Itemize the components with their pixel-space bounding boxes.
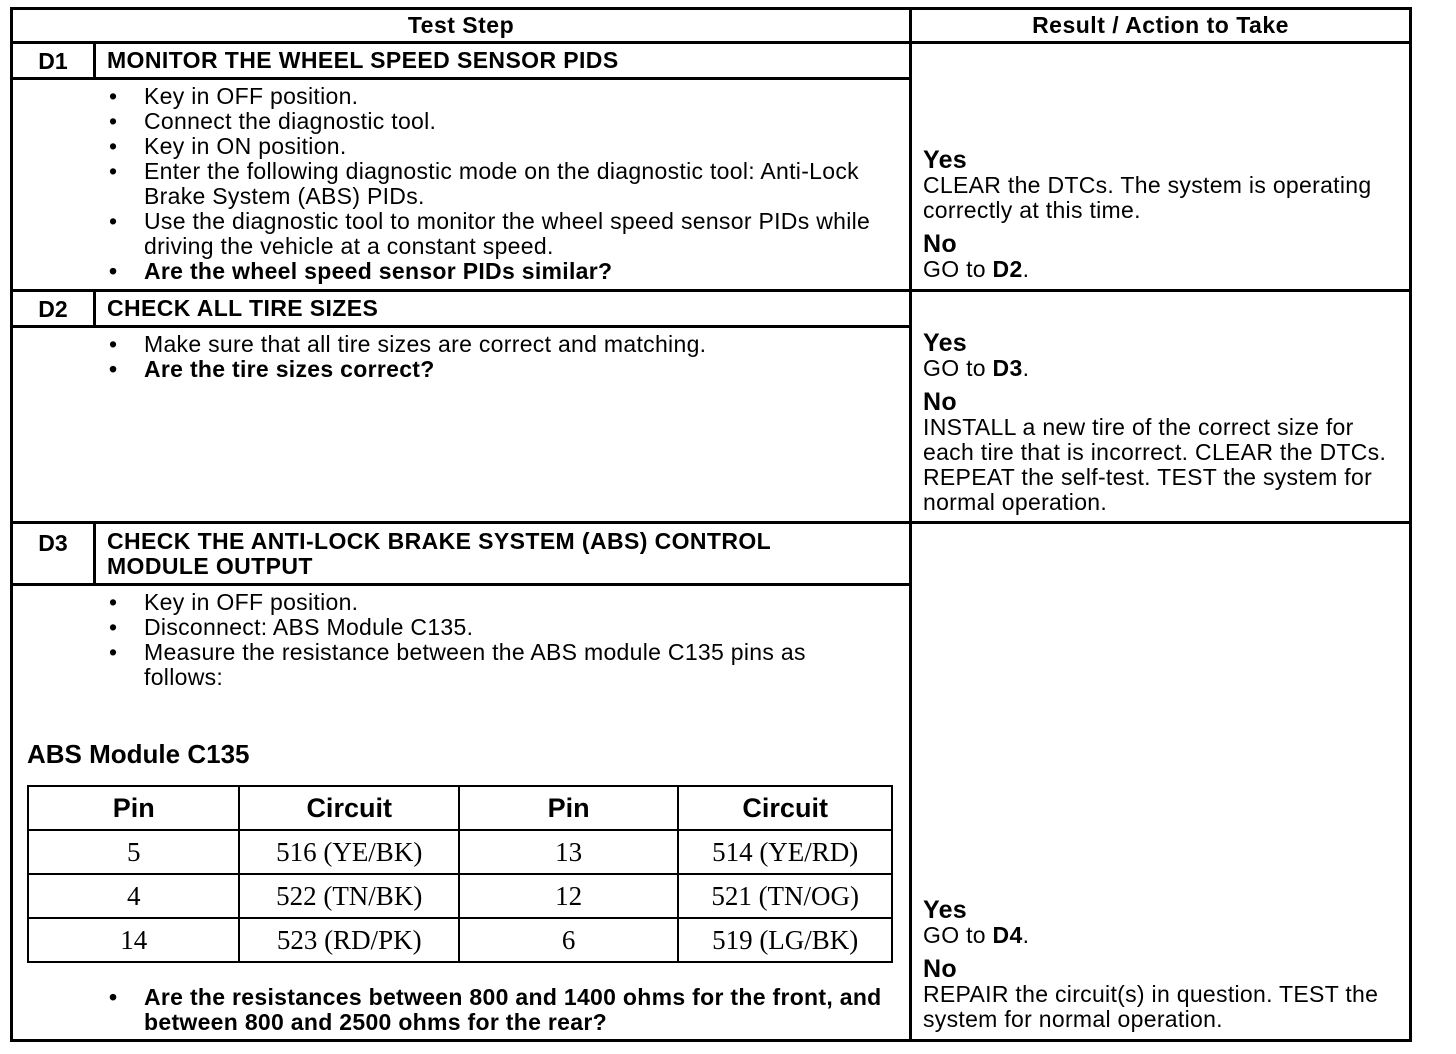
list-item: • Connect the diagnostic tool. <box>107 109 882 134</box>
table-row <box>28 918 892 962</box>
step-id: D3 <box>38 530 68 556</box>
step-reference-link[interactable]: D2 <box>992 256 1023 282</box>
yes-action <box>923 356 1403 381</box>
step-title-line: MODULE OUTPUT <box>107 553 313 579</box>
table-cell: 516 (YE/BK) <box>239 830 459 874</box>
yes-label: Yes <box>923 146 968 174</box>
connector-heading: ABS Module C135 <box>27 739 250 769</box>
no-action-text: GO to <box>923 256 993 282</box>
table-cell: 519 (LG/BK) <box>678 918 892 962</box>
step-reference-link[interactable]: D3 <box>992 355 1023 381</box>
list-item: • Measure the resistance between the ABS module C135 pins as follows: <box>107 640 882 690</box>
step-bullets <box>107 84 882 284</box>
step-title <box>107 529 897 579</box>
header-test-step: Test Step <box>407 12 515 38</box>
table-row <box>28 830 892 874</box>
step-bullets <box>107 332 882 382</box>
no-action: INSTALL a new tire of the correct size for each tire that is incorrect. CLEAR the DTCs. REPEAT the self-test. TEST the system for normal operation. <box>923 414 1387 515</box>
list-item: • Key in OFF position. <box>107 590 882 615</box>
result-block <box>923 147 1403 282</box>
table-cell: 522 (TN/BK) <box>239 874 459 918</box>
table-cell: 14 <box>28 918 239 962</box>
column-header: Pin <box>459 786 678 830</box>
list-item: • Use the diagnostic tool to monitor the wheel speed sensor PIDs while driving the vehicle at a constant speed. <box>107 209 882 259</box>
d1-id-divider <box>93 41 96 79</box>
no-action <box>923 257 1403 282</box>
table-cell: 6 <box>459 918 678 962</box>
table-border-left <box>10 7 13 1042</box>
no-label: No <box>923 955 957 983</box>
d2-title-divider <box>10 325 912 328</box>
step-question: • Are the resistances between 800 and 1400 ohms for the front, and between 800 and 2500 ohms for the rear? <box>107 985 882 1035</box>
list-item: • Enter the following diagnostic mode on the diagnostic tool: Anti-Lock Brake System (ABS) PIDs. <box>107 159 882 209</box>
yes-label: Yes <box>923 329 968 357</box>
d1-d2-divider <box>10 289 1412 292</box>
yes-action <box>923 923 1403 948</box>
no-label: No <box>923 230 957 258</box>
table-cell: 13 <box>459 830 678 874</box>
step-reference-link[interactable]: D4 <box>992 922 1023 948</box>
d2-d3-divider <box>10 521 1412 524</box>
list-item: • Key in ON position. <box>107 134 882 159</box>
table-cell: 521 (TN/OG) <box>678 874 892 918</box>
table-border-bottom <box>10 1039 1412 1042</box>
pin-table <box>27 785 893 963</box>
d2-id-divider <box>93 289 96 327</box>
column-divider <box>909 7 912 1042</box>
no-label: No <box>923 388 957 416</box>
step-title-line: CHECK THE ANTI-LOCK BRAKE SYSTEM (ABS) CONTROL <box>107 528 772 554</box>
table-cell: 4 <box>28 874 239 918</box>
table-cell: 12 <box>459 874 678 918</box>
table-border-right <box>1409 7 1412 1042</box>
table-cell: 514 (YE/RD) <box>678 830 892 874</box>
step-id: D1 <box>38 48 68 74</box>
step-question: • Are the tire sizes correct? <box>107 357 882 382</box>
list-item: • Disconnect: ABS Module C135. <box>107 615 882 640</box>
step-question: • Are the wheel speed sensor PIDs similar? <box>107 259 882 284</box>
yes-action: CLEAR the DTCs. The system is operating correctly at this time. <box>923 172 1372 223</box>
d1-title-divider <box>10 77 912 80</box>
step-id: D2 <box>38 296 68 322</box>
table-row <box>28 874 892 918</box>
table-cell: 5 <box>28 830 239 874</box>
no-action-suffix: . <box>1022 256 1030 282</box>
list-item: • Key in OFF position. <box>107 84 882 109</box>
column-header: Circuit <box>678 786 892 830</box>
yes-action-suffix: . <box>1022 922 1030 948</box>
column-header: Circuit <box>239 786 459 830</box>
step-title: MONITOR THE WHEEL SPEED SENSOR PIDS <box>107 47 619 73</box>
step-bullets <box>107 590 882 690</box>
table-header-row <box>28 786 892 830</box>
step-title: CHECK ALL TIRE SIZES <box>107 295 379 321</box>
header-result: Result / Action to Take <box>1032 12 1289 38</box>
yes-action-text: GO to <box>923 922 993 948</box>
result-block <box>923 897 1403 1032</box>
table-cell: 523 (RD/PK) <box>239 918 459 962</box>
yes-action-suffix: . <box>1022 355 1030 381</box>
no-action: REPAIR the circuit(s) in question. TEST the system for normal operation. <box>923 981 1379 1032</box>
list-item: • Make sure that all tire sizes are correct and matching. <box>107 332 882 357</box>
column-header: Pin <box>28 786 239 830</box>
result-block <box>923 330 1403 515</box>
yes-label: Yes <box>923 896 968 924</box>
d3-title-divider <box>10 583 912 586</box>
step-question-list <box>107 985 882 1035</box>
d3-id-divider <box>93 521 96 585</box>
yes-action-text: GO to <box>923 355 993 381</box>
